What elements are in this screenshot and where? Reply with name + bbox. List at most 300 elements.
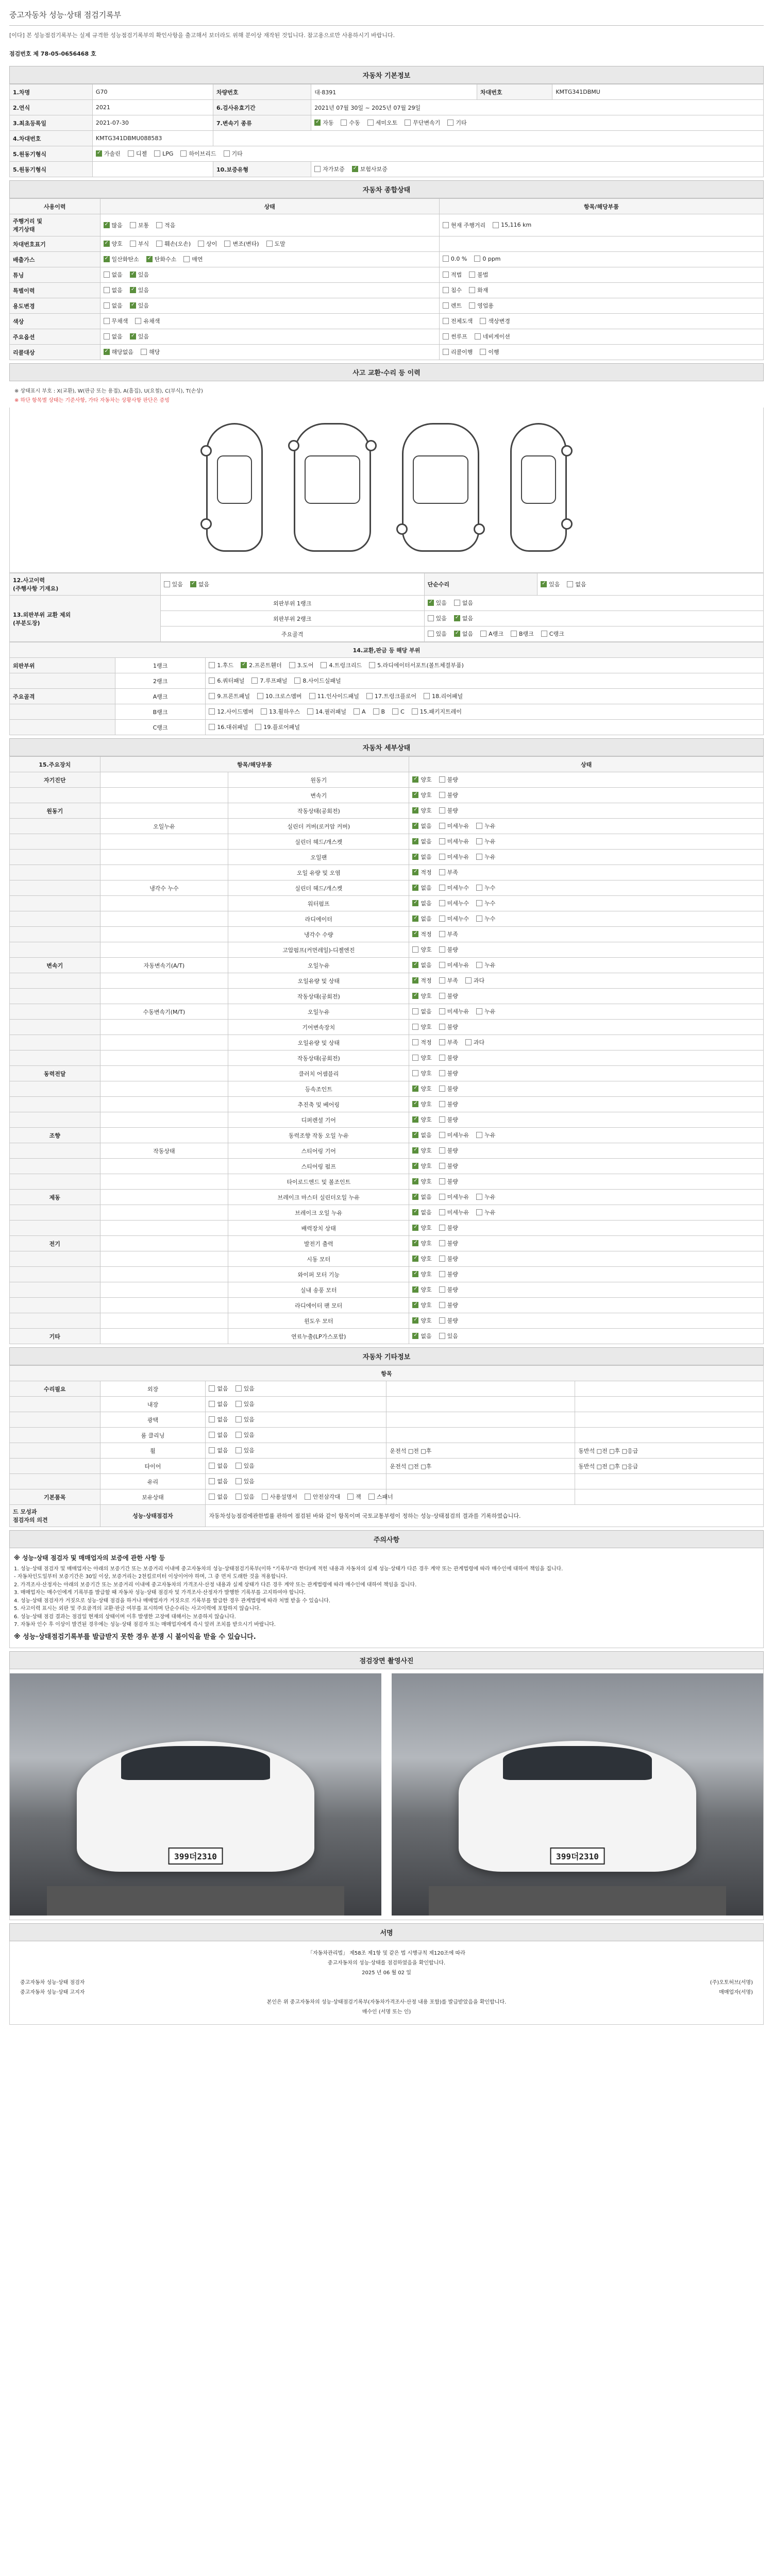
checkbox-icon[interactable] <box>412 776 418 783</box>
checkbox-option[interactable]: ✓ 탄화수소 <box>146 255 177 263</box>
checkbox-icon[interactable] <box>476 962 482 968</box>
checkbox-option[interactable]: 4.트렁크리드 <box>321 661 362 669</box>
checkbox-icon[interactable] <box>480 349 486 355</box>
checkbox-icon[interactable] <box>443 349 449 355</box>
checkbox-icon[interactable] <box>352 166 358 172</box>
checkbox-option[interactable]: 없음 <box>104 286 123 294</box>
checkbox-icon[interactable] <box>475 333 481 340</box>
checkbox-icon[interactable] <box>480 318 486 324</box>
checkbox-icon[interactable] <box>104 318 110 324</box>
checkbox-icon[interactable] <box>447 120 453 126</box>
checkbox-icon[interactable] <box>412 900 418 906</box>
checkbox-icon[interactable] <box>439 1163 445 1169</box>
checkbox-option[interactable]: 없음 <box>209 1493 228 1501</box>
checkbox-icon[interactable] <box>412 1086 418 1092</box>
checkbox-option[interactable]: ✓ 양호 <box>412 992 431 1000</box>
checkbox-option[interactable]: ✓ 양호 <box>412 775 431 784</box>
checkbox-icon[interactable] <box>236 1494 242 1500</box>
checkbox-option[interactable]: 19.플로어패널 <box>255 723 300 731</box>
checkbox-icon[interactable] <box>476 1209 482 1215</box>
checkbox-icon[interactable] <box>412 823 418 829</box>
checkbox-icon[interactable] <box>439 1209 445 1215</box>
checkbox-option[interactable]: 불량 <box>439 1270 458 1278</box>
checkbox-option[interactable]: 미세누유 <box>439 961 469 969</box>
checkbox-option[interactable]: 불량 <box>439 806 458 815</box>
checkbox-icon[interactable] <box>294 677 300 684</box>
checkbox-icon[interactable] <box>439 1008 445 1014</box>
checkbox-option[interactable]: 누유 <box>476 1193 495 1201</box>
checkbox-icon[interactable] <box>443 272 449 278</box>
checkbox-option[interactable]: 없음 <box>209 1415 228 1423</box>
checkbox-option[interactable]: 17.트렁크플로어 <box>366 692 416 700</box>
checkbox-option[interactable]: B랭크 <box>511 630 534 638</box>
checkbox-option[interactable]: 누유 <box>476 961 495 969</box>
checkbox-icon[interactable] <box>135 318 141 324</box>
checkbox-option[interactable]: 자가보증 <box>314 165 345 173</box>
checkbox-option[interactable]: 부족 <box>439 868 458 876</box>
checkbox-option[interactable]: 불량 <box>439 1115 458 1124</box>
checkbox-icon[interactable] <box>305 1494 311 1500</box>
checkbox-icon[interactable] <box>209 708 215 715</box>
checkbox-option[interactable]: 불량 <box>439 1054 458 1062</box>
checkbox-icon[interactable] <box>439 1178 445 1184</box>
checkbox-icon[interactable] <box>128 150 134 157</box>
checkbox-icon[interactable] <box>439 1256 445 1262</box>
checkbox-icon[interactable] <box>130 222 136 228</box>
checkbox-option[interactable]: ✓ 없음 <box>412 899 431 907</box>
checkbox-option[interactable]: 미세누유 <box>439 1193 469 1201</box>
checkbox-option[interactable]: 1.후드 <box>209 661 233 669</box>
checkbox-option[interactable]: 없음 <box>104 301 123 310</box>
checkbox-icon[interactable] <box>439 931 445 937</box>
checkbox-option[interactable]: 수동 <box>341 118 360 127</box>
checkbox-icon[interactable] <box>469 272 475 278</box>
checkbox-icon[interactable] <box>412 792 418 798</box>
checkbox-option[interactable]: ✓ 양호 <box>412 1146 431 1155</box>
checkbox-option[interactable]: ✓ 양호 <box>412 1316 431 1325</box>
checkbox-option[interactable]: 상이 <box>198 240 217 248</box>
checkbox-option[interactable]: 없음 <box>209 1400 228 1408</box>
checkbox-option[interactable]: ✓ 양호 <box>412 1239 431 1247</box>
checkbox-option[interactable]: 있음 <box>164 580 183 588</box>
checkbox-option[interactable]: ✓ 해당없음 <box>104 348 134 356</box>
checkbox-icon[interactable] <box>476 854 482 860</box>
checkbox-option[interactable]: 11.인사이드패널 <box>309 692 359 700</box>
checkbox-icon[interactable] <box>209 1463 215 1469</box>
checkbox-icon[interactable] <box>104 302 110 309</box>
checkbox-icon[interactable] <box>439 1286 445 1293</box>
checkbox-icon[interactable] <box>366 693 373 699</box>
checkbox-icon[interactable] <box>454 600 460 606</box>
checkbox-option[interactable]: 무채색 <box>104 317 128 325</box>
checkbox-option[interactable]: ✓ 양호 <box>412 806 431 815</box>
checkbox-option[interactable]: ✓ 양호 <box>412 1270 431 1278</box>
checkbox-option[interactable]: 미세누수 <box>439 899 469 907</box>
checkbox-icon[interactable] <box>439 1317 445 1324</box>
checkbox-icon[interactable] <box>373 708 379 715</box>
checkbox-option[interactable]: 3.도어 <box>289 661 314 669</box>
checkbox-icon[interactable] <box>104 272 110 278</box>
checkbox-option[interactable]: 디젤 <box>128 149 147 158</box>
checkbox-icon[interactable] <box>439 977 445 984</box>
checkbox-option[interactable]: ✓ 없음 <box>454 614 473 622</box>
checkbox-icon[interactable] <box>209 677 215 684</box>
checkbox-icon[interactable] <box>428 615 434 621</box>
checkbox-icon[interactable] <box>439 946 445 953</box>
checkbox-icon[interactable] <box>236 1478 242 1484</box>
checkbox-icon[interactable] <box>439 807 445 814</box>
checkbox-option[interactable]: 있음 <box>236 1400 255 1408</box>
checkbox-icon[interactable] <box>367 120 374 126</box>
checkbox-icon[interactable] <box>541 581 547 587</box>
checkbox-option[interactable]: 누유 <box>476 837 495 845</box>
checkbox-icon[interactable] <box>146 256 153 262</box>
checkbox-icon[interactable] <box>104 241 110 247</box>
checkbox-option[interactable]: 없음 <box>209 1431 228 1439</box>
checkbox-icon[interactable] <box>412 1317 418 1324</box>
checkbox-option[interactable]: 누유 <box>476 853 495 861</box>
checkbox-option[interactable]: ✓ 양호 <box>412 1285 431 1294</box>
checkbox-icon[interactable] <box>209 1432 215 1438</box>
checkbox-option[interactable]: LPG <box>154 150 173 157</box>
checkbox-option[interactable]: 있음 <box>236 1384 255 1393</box>
checkbox-option[interactable]: 적음 <box>156 221 175 229</box>
checkbox-option[interactable]: 18.리어패널 <box>424 692 463 700</box>
checkbox-option[interactable]: 불량 <box>439 1084 458 1093</box>
checkbox-option[interactable]: B <box>373 708 385 715</box>
checkbox-option[interactable]: 없음 <box>209 1477 228 1485</box>
checkbox-option[interactable]: 무단변속기 <box>405 118 440 127</box>
checkbox-option[interactable]: 불량 <box>439 1239 458 1247</box>
checkbox-option[interactable]: 불량 <box>439 775 458 784</box>
checkbox-icon[interactable] <box>392 708 398 715</box>
checkbox-icon[interactable] <box>439 1240 445 1246</box>
checkbox-icon[interactable] <box>307 708 313 715</box>
checkbox-option[interactable]: 미세누유 <box>439 1208 469 1216</box>
checkbox-icon[interactable] <box>439 1194 445 1200</box>
checkbox-icon[interactable] <box>266 241 273 247</box>
checkbox-icon[interactable] <box>130 272 136 278</box>
checkbox-option[interactable]: 기타 <box>447 118 466 127</box>
checkbox-option[interactable]: ✓ 없음 <box>412 1332 431 1340</box>
checkbox-icon[interactable] <box>476 885 482 891</box>
checkbox-icon[interactable] <box>476 1008 482 1014</box>
checkbox-icon[interactable] <box>314 120 321 126</box>
checkbox-icon[interactable] <box>314 166 321 172</box>
checkbox-icon[interactable] <box>209 693 215 699</box>
checkbox-option[interactable]: ✓ 없음 <box>190 580 209 588</box>
checkbox-option[interactable]: 양호 <box>412 1054 431 1062</box>
checkbox-icon[interactable] <box>130 241 136 247</box>
checkbox-icon[interactable] <box>369 662 375 668</box>
checkbox-option[interactable]: 부족 <box>439 976 458 985</box>
checkbox-option[interactable]: 있음 <box>236 1446 255 1454</box>
checkbox-icon[interactable] <box>405 120 411 126</box>
checkbox-icon[interactable] <box>156 241 162 247</box>
checkbox-option[interactable]: ✓ 일산화탄소 <box>104 255 139 263</box>
checkbox-icon[interactable] <box>439 1101 445 1107</box>
checkbox-icon[interactable] <box>104 287 110 293</box>
checkbox-icon[interactable] <box>412 916 418 922</box>
checkbox-option[interactable]: 과다 <box>465 976 484 985</box>
checkbox-icon[interactable] <box>439 776 445 783</box>
checkbox-icon[interactable] <box>439 1070 445 1076</box>
checkbox-option[interactable]: 12.사이드멤버 <box>209 707 254 716</box>
checkbox-icon[interactable] <box>412 708 418 715</box>
checkbox-option[interactable]: 잭 <box>347 1493 361 1501</box>
checkbox-icon[interactable] <box>412 962 418 968</box>
checkbox-icon[interactable] <box>130 333 136 340</box>
checkbox-option[interactable]: ✓ 있음 <box>130 332 149 341</box>
checkbox-option[interactable]: 누유 <box>476 1208 495 1216</box>
checkbox-option[interactable]: A랭크 <box>480 630 503 638</box>
checkbox-option[interactable]: 10.크로스멤버 <box>257 692 302 700</box>
checkbox-icon[interactable] <box>567 581 573 587</box>
checkbox-icon[interactable] <box>469 302 475 309</box>
checkbox-icon[interactable] <box>412 1024 418 1030</box>
checkbox-icon[interactable] <box>439 792 445 798</box>
checkbox-option[interactable]: 변조(변타) <box>224 240 259 248</box>
checkbox-option[interactable]: ✓ 없음 <box>412 1193 431 1201</box>
checkbox-icon[interactable] <box>439 1132 445 1138</box>
checkbox-icon[interactable] <box>257 693 263 699</box>
checkbox-option[interactable]: 16.대쉬패널 <box>209 723 248 731</box>
checkbox-icon[interactable] <box>412 838 418 844</box>
checkbox-option[interactable]: 누수 <box>476 914 495 923</box>
checkbox-icon[interactable] <box>439 916 445 922</box>
checkbox-icon[interactable] <box>439 838 445 844</box>
checkbox-icon[interactable] <box>321 662 327 668</box>
checkbox-option[interactable]: 불량 <box>439 1023 458 1031</box>
checkbox-option[interactable]: 불량 <box>439 1255 458 1263</box>
checkbox-option[interactable]: 있음 <box>236 1415 255 1423</box>
checkbox-option[interactable]: 불량 <box>439 1285 458 1294</box>
checkbox-icon[interactable] <box>439 900 445 906</box>
checkbox-option[interactable]: 과다 <box>465 1038 484 1046</box>
checkbox-option[interactable]: 기타 <box>224 149 243 158</box>
checkbox-option[interactable]: 14.필러패널 <box>307 707 346 716</box>
checkbox-icon[interactable] <box>412 1302 418 1308</box>
checkbox-icon[interactable] <box>412 1178 418 1184</box>
checkbox-option[interactable]: 13.휠하우스 <box>261 707 300 716</box>
checkbox-icon[interactable] <box>209 1447 215 1453</box>
checkbox-icon[interactable] <box>261 708 267 715</box>
checkbox-icon[interactable] <box>439 885 445 891</box>
checkbox-icon[interactable] <box>412 1116 418 1123</box>
checkbox-option[interactable]: 불량 <box>439 1301 458 1309</box>
checkbox-icon[interactable] <box>236 1416 242 1422</box>
checkbox-icon[interactable] <box>476 1132 482 1138</box>
checkbox-option[interactable]: 없음 <box>104 332 123 341</box>
checkbox-option[interactable]: 미세누유 <box>439 822 469 830</box>
checkbox-icon[interactable] <box>412 1240 418 1246</box>
checkbox-option[interactable]: ✓ 없음 <box>412 884 431 892</box>
checkbox-icon[interactable] <box>236 1463 242 1469</box>
checkbox-option[interactable]: ✓ 양호 <box>412 1084 431 1093</box>
checkbox-icon[interactable] <box>476 900 482 906</box>
checkbox-option[interactable]: 불량 <box>439 1177 458 1185</box>
checkbox-icon[interactable] <box>156 222 162 228</box>
checkbox-icon[interactable] <box>309 693 315 699</box>
checkbox-icon[interactable] <box>412 993 418 999</box>
checkbox-option[interactable]: 있음 <box>428 614 447 622</box>
checkbox-option[interactable]: 누수 <box>476 899 495 907</box>
checkbox-icon[interactable] <box>209 1494 215 1500</box>
checkbox-option[interactable]: ✓ 2.프론트휀더 <box>241 661 282 669</box>
checkbox-option[interactable]: 보통 <box>130 221 149 229</box>
checkbox-icon[interactable] <box>465 977 472 984</box>
checkbox-option[interactable]: 불량 <box>439 791 458 799</box>
checkbox-option[interactable]: A <box>354 708 366 715</box>
checkbox-icon[interactable] <box>428 600 434 606</box>
checkbox-option[interactable]: 불량 <box>439 1100 458 1108</box>
checkbox-option[interactable]: 있음 <box>236 1477 255 1485</box>
checkbox-option[interactable]: ✓ 양호 <box>104 240 123 248</box>
checkbox-icon[interactable] <box>209 662 215 668</box>
checkbox-icon[interactable] <box>412 1286 418 1293</box>
checkbox-option[interactable]: ✓ 양호 <box>412 1115 431 1124</box>
checkbox-icon[interactable] <box>424 693 430 699</box>
checkbox-option[interactable]: ✓ 있음 <box>428 599 447 607</box>
checkbox-option[interactable]: 훼손(오손) <box>156 240 191 248</box>
checkbox-option[interactable]: 있음 <box>236 1493 255 1501</box>
checkbox-icon[interactable] <box>443 287 449 293</box>
checkbox-option[interactable]: 없음 <box>454 599 473 607</box>
checkbox-option[interactable]: 없음 <box>209 1446 228 1454</box>
checkbox-icon[interactable] <box>224 241 230 247</box>
checkbox-icon[interactable] <box>104 256 110 262</box>
checkbox-icon[interactable] <box>439 1333 445 1339</box>
checkbox-icon[interactable] <box>493 222 499 228</box>
checkbox-icon[interactable] <box>190 581 196 587</box>
checkbox-option[interactable]: 누유 <box>476 822 495 830</box>
checkbox-option[interactable]: ✓ 가솔린 <box>96 149 121 158</box>
checkbox-option[interactable]: 안전삼각대 <box>305 1493 340 1501</box>
checkbox-option[interactable]: 6.쿼터패널 <box>209 676 244 685</box>
checkbox-option[interactable]: 스패너 <box>368 1493 393 1501</box>
checkbox-icon[interactable] <box>198 241 204 247</box>
checkbox-icon[interactable] <box>439 1147 445 1154</box>
checkbox-icon[interactable] <box>412 1163 418 1169</box>
checkbox-icon[interactable] <box>412 1101 418 1107</box>
checkbox-option[interactable]: 미세누유 <box>439 837 469 845</box>
checkbox-icon[interactable] <box>439 1271 445 1277</box>
checkbox-option[interactable]: 적정 <box>412 1038 431 1046</box>
checkbox-icon[interactable] <box>439 1055 445 1061</box>
checkbox-option[interactable]: 불량 <box>439 945 458 954</box>
checkbox-icon[interactable] <box>439 1302 445 1308</box>
checkbox-option[interactable]: 불량 <box>439 1224 458 1232</box>
checkbox-icon[interactable] <box>209 1385 215 1392</box>
checkbox-icon[interactable] <box>209 724 215 730</box>
checkbox-icon[interactable] <box>183 256 190 262</box>
checkbox-option[interactable]: ✓ 없음 <box>412 837 431 845</box>
checkbox-icon[interactable] <box>341 120 347 126</box>
checkbox-option[interactable]: ✓ 양호 <box>412 1301 431 1309</box>
checkbox-option[interactable]: 하이브리드 <box>180 149 216 158</box>
checkbox-icon[interactable] <box>209 1478 215 1484</box>
checkbox-icon[interactable] <box>368 1494 375 1500</box>
checkbox-icon[interactable] <box>439 854 445 860</box>
checkbox-option[interactable]: 불량 <box>439 1162 458 1170</box>
checkbox-icon[interactable] <box>412 1333 418 1339</box>
checkbox-option[interactable]: ✓ 양호 <box>412 1100 431 1108</box>
checkbox-icon[interactable] <box>541 631 547 637</box>
checkbox-option[interactable]: 사용설명서 <box>262 1493 297 1501</box>
checkbox-icon[interactable] <box>412 1271 418 1277</box>
checkbox-option[interactable]: 미세누유 <box>439 1007 469 1015</box>
checkbox-option[interactable]: 미세누유 <box>439 853 469 861</box>
checkbox-icon[interactable] <box>480 631 486 637</box>
checkbox-icon[interactable] <box>289 662 295 668</box>
checkbox-icon[interactable] <box>354 708 360 715</box>
checkbox-icon[interactable] <box>241 662 247 668</box>
checkbox-option[interactable]: ✓ 없음 <box>412 961 431 969</box>
checkbox-icon[interactable] <box>130 287 136 293</box>
checkbox-option[interactable]: ✓ 적정 <box>412 868 431 876</box>
checkbox-option[interactable]: ✓ 없음 <box>412 853 431 861</box>
checkbox-icon[interactable] <box>439 1024 445 1030</box>
checkbox-option[interactable]: 불량 <box>439 1316 458 1325</box>
checkbox-option[interactable]: ✓ 보험사보증 <box>352 165 388 173</box>
checkbox-icon[interactable] <box>236 1447 242 1453</box>
checkbox-option[interactable]: 양호 <box>412 1069 431 1077</box>
checkbox-icon[interactable] <box>439 1116 445 1123</box>
checkbox-icon[interactable] <box>347 1494 354 1500</box>
checkbox-option[interactable]: 양호 <box>412 945 431 954</box>
checkbox-icon[interactable] <box>439 962 445 968</box>
checkbox-option[interactable]: 있음 <box>439 1332 458 1340</box>
checkbox-icon[interactable] <box>412 1256 418 1262</box>
checkbox-icon[interactable] <box>412 807 418 814</box>
checkbox-icon[interactable] <box>412 1055 418 1061</box>
checkbox-icon[interactable] <box>454 615 460 621</box>
checkbox-icon[interactable] <box>209 1416 215 1422</box>
checkbox-option[interactable]: 있음 <box>428 630 447 638</box>
checkbox-icon[interactable] <box>454 631 460 637</box>
checkbox-icon[interactable] <box>209 1401 215 1407</box>
checkbox-icon[interactable] <box>104 222 110 228</box>
checkbox-icon[interactable] <box>412 931 418 937</box>
checkbox-option[interactable]: 양호 <box>412 1023 431 1031</box>
checkbox-icon[interactable] <box>511 631 517 637</box>
checkbox-icon[interactable] <box>443 222 449 228</box>
checkbox-option[interactable]: 없음 <box>209 1462 228 1470</box>
checkbox-option[interactable]: 세미오토 <box>367 118 398 127</box>
checkbox-icon[interactable] <box>412 1070 418 1076</box>
checkbox-icon[interactable] <box>412 1008 418 1014</box>
checkbox-option[interactable]: ✓ 있음 <box>541 580 560 588</box>
checkbox-icon[interactable] <box>412 1194 418 1200</box>
checkbox-icon[interactable] <box>251 677 258 684</box>
checkbox-option[interactable]: C <box>392 708 405 715</box>
checkbox-option[interactable]: 누수 <box>476 884 495 892</box>
checkbox-option[interactable]: 미세누수 <box>439 884 469 892</box>
checkbox-option[interactable]: ✓ 많음 <box>104 221 123 229</box>
checkbox-option[interactable]: ✓ 적정 <box>412 930 431 938</box>
checkbox-option[interactable]: 부족 <box>439 930 458 938</box>
checkbox-icon[interactable] <box>180 150 187 157</box>
checkbox-option[interactable]: ✓ 양호 <box>412 1177 431 1185</box>
checkbox-option[interactable]: ✓ 양호 <box>412 1255 431 1263</box>
checkbox-option[interactable]: 미세누수 <box>439 914 469 923</box>
checkbox-icon[interactable] <box>443 302 449 309</box>
checkbox-option[interactable]: 누유 <box>476 1131 495 1139</box>
checkbox-icon[interactable] <box>412 946 418 953</box>
checkbox-option[interactable]: 부식 <box>130 240 149 248</box>
checkbox-option[interactable]: ✓ 양호 <box>412 1162 431 1170</box>
checkbox-icon[interactable] <box>412 1039 418 1045</box>
